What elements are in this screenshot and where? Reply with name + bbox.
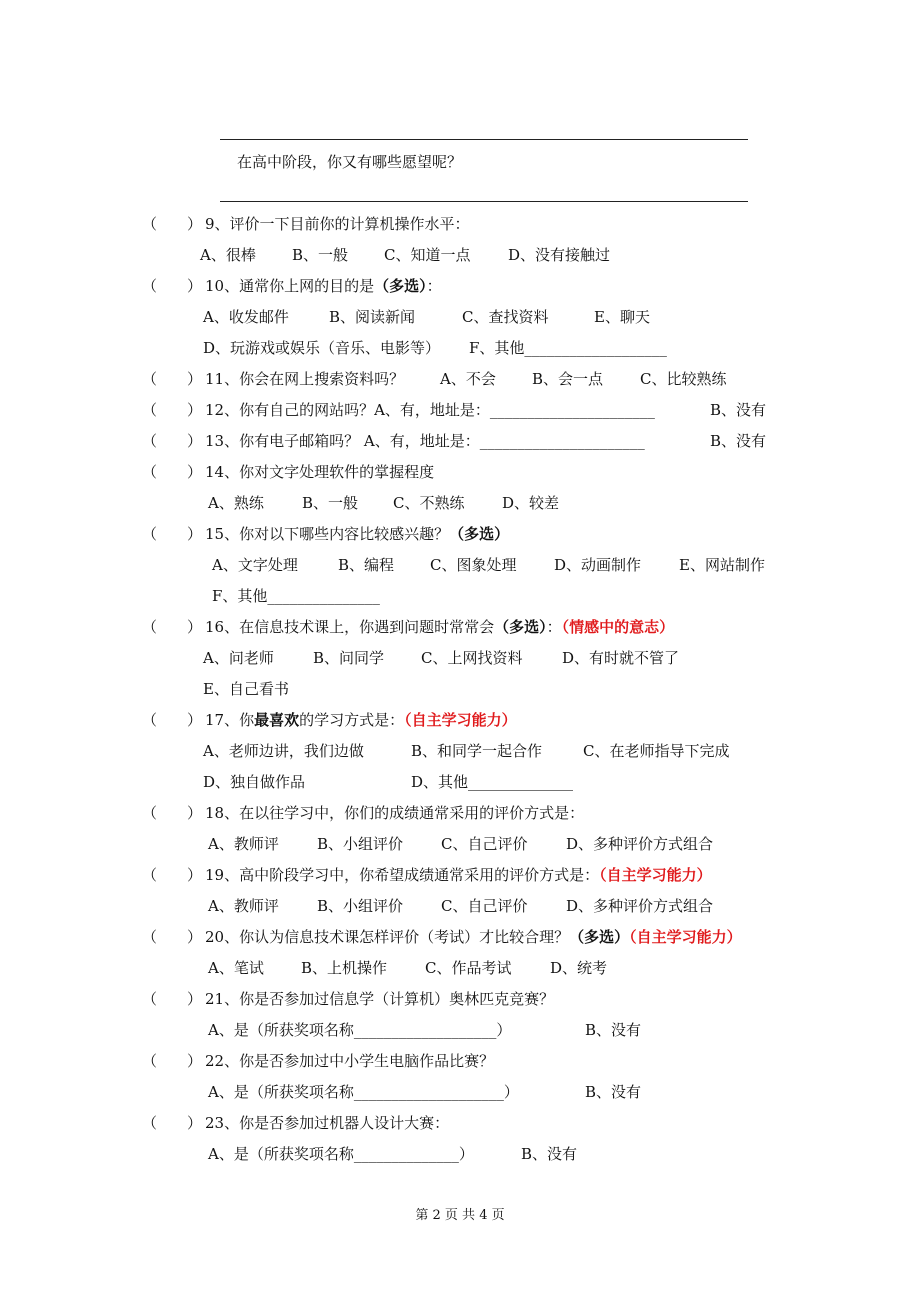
q19-paren: （ ） (142, 866, 203, 884)
q19-option: C、自己评价 (441, 897, 528, 915)
q19-text: 19、高中阶段学习中，你希望成绩通常采用的评价方式是：（自主学习能力） (205, 866, 712, 884)
q10-option: C、查找资料 (462, 308, 549, 326)
q19-option: A、教师评 (208, 897, 279, 915)
q16-tag: （情感中的意志） (561, 618, 675, 636)
q10-paren: （ ） (142, 277, 203, 295)
q20-option: A、笔试 (208, 959, 264, 977)
q14-text: 14、你对文字处理软件的掌握程度 (205, 463, 435, 481)
q19-tag: （自主学习能力） (599, 866, 712, 884)
q10-option: A、收发邮件 (203, 308, 289, 326)
q23-option-b: B、没有 (521, 1145, 578, 1163)
q9-paren: （ ） (142, 215, 203, 233)
q13-paren: （ ） (142, 432, 203, 450)
q20-option: B、上机操作 (301, 959, 388, 977)
q16-option: D、有时就不管了 (562, 649, 680, 667)
q12-text: 12、你有自己的网站吗？A、有，地址是：______________________ (205, 401, 655, 419)
q19-option: B、小组评价 (317, 897, 404, 915)
q17-option: C、在老师指导下完成 (583, 742, 730, 760)
q14-option: A、熟练 (208, 494, 264, 512)
q14-option: B、一般 (302, 494, 359, 512)
q17-paren: （ ） (142, 711, 203, 729)
q16-option: A、问老师 (203, 649, 274, 667)
q18-paren: （ ） (142, 804, 203, 822)
q23-text: 23、你是否参加过机器人设计大赛： (205, 1114, 450, 1132)
q17-option: D、独自做作品 (203, 773, 306, 791)
q16-option: B、问同学 (313, 649, 385, 667)
q10-option: F、其他___________________ (469, 339, 667, 357)
q17-option: A、老师边讲，我们边做 (203, 742, 364, 760)
q11-option: B、会一点 (532, 370, 604, 388)
q16-text: 16、在信息技术课上，你遇到问题时常常会（多选）：（情感中的意志） (205, 618, 675, 636)
q16-option: C、上网找资料 (421, 649, 523, 667)
q21-option-b: B、没有 (585, 1021, 642, 1039)
q14-option: D、较差 (502, 494, 560, 512)
q15-option-other: F、其他_______________ (212, 587, 380, 605)
q20-paren: （ ） (142, 928, 203, 946)
intro-prompt: 在高中阶段，你又有哪些愿望呢？ (237, 153, 463, 171)
page-footer: 第 2 页 共 4 页 (415, 1208, 505, 1223)
q13-text: 13、你有电子邮箱吗？ A、有，地址是：______________________ (205, 432, 645, 450)
q16-paren: （ ） (142, 618, 203, 636)
q17-option: D、其他______________ (411, 773, 574, 791)
q15-text: 15、你对以下哪些内容比较感兴趣？（多选） (205, 525, 510, 543)
q21-text: 21、你是否参加过信息学（计算机）奥林匹克竞赛？ (205, 990, 555, 1008)
q18-option: D、多种评价方式组合 (566, 835, 714, 853)
q15-option: C、图象处理 (430, 556, 517, 574)
q21-option-a: A、是（所获奖项名称___________________） (208, 1021, 512, 1039)
q9-text: 9、评价一下目前你的计算机操作水平： (205, 215, 470, 233)
q15-option: B、编程 (338, 556, 395, 574)
q18-option: C、自己评价 (441, 835, 528, 853)
q18-option: B、小组评价 (317, 835, 404, 853)
q11-option: A、不会 (440, 370, 496, 388)
q9-option: B、一般 (292, 246, 349, 264)
q17-text: 17、你最喜欢的学习方式是：（自主学习能力） (205, 711, 517, 729)
q21-paren: （ ） (142, 990, 203, 1008)
q10-option: E、聊天 (594, 308, 650, 326)
q10-text: 10、通常你上网的目的是（多选）： (205, 277, 442, 295)
q17-tag: （自主学习能力） (404, 711, 517, 729)
q22-text: 22、你是否参加过中小学生电脑作品比赛？ (205, 1052, 495, 1070)
q22-paren: （ ） (142, 1052, 203, 1070)
q12-option-b: B、没有 (710, 401, 767, 419)
answer-line-2 (220, 201, 748, 202)
q18-option: A、教师评 (208, 835, 279, 853)
q15-option: E、网站制作 (679, 556, 765, 574)
q22-option-a: A、是（所获奖项名称____________________） (208, 1083, 519, 1101)
q19-option: D、多种评价方式组合 (566, 897, 714, 915)
q15-option: A、文字处理 (212, 556, 298, 574)
q20-option: D、统考 (550, 959, 608, 977)
q23-option-a: A、是（所获奖项名称______________） (208, 1145, 474, 1163)
q17-option: B、和同学一起合作 (411, 742, 543, 760)
q23-paren: （ ） (142, 1114, 203, 1132)
q10-option: D、玩游戏或娱乐（音乐、电影等） (203, 339, 441, 357)
answer-line-1 (220, 139, 748, 140)
q10-option: B、阅读新闻 (329, 308, 416, 326)
q20-tag: （自主学习能力） (629, 928, 742, 946)
q13-option-b: B、没有 (710, 432, 767, 450)
q14-option: C、不熟练 (393, 494, 465, 512)
q9-option: C、知道一点 (384, 246, 471, 264)
q22-option-b: B、没有 (585, 1083, 642, 1101)
q18-text: 18、在以往学习中，你们的成绩通常采用的评价方式是： (205, 804, 585, 822)
q15-option: D、动画制作 (554, 556, 642, 574)
q9-option: D、没有接触过 (508, 246, 611, 264)
q11-option: C、比较熟练 (640, 370, 727, 388)
q12-paren: （ ） (142, 401, 203, 419)
q20-text: 20、你认为信息技术课怎样评价（考试）才比较合理？（多选）（自主学习能力） (205, 928, 742, 946)
q11-paren: （ ） (142, 370, 203, 388)
q15-paren: （ ） (142, 525, 203, 543)
q14-paren: （ ） (142, 463, 203, 481)
q11-text: 11、你会在网上搜索资料吗？ (205, 370, 405, 388)
q16-option-extra: E、自己看书 (203, 680, 289, 698)
q20-option: C、作品考试 (425, 959, 512, 977)
q9-option: A、很棒 (200, 246, 256, 264)
